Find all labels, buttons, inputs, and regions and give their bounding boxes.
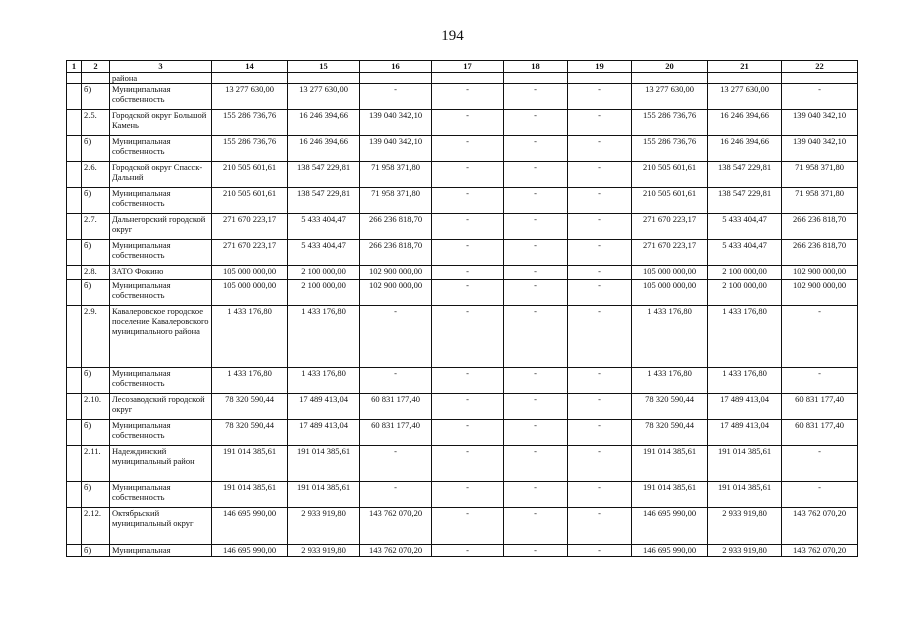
amount-cell-17: - xyxy=(432,420,504,446)
table-row xyxy=(67,368,858,394)
amount-cell-16: - xyxy=(360,84,432,110)
amount-cell-22: 60 831 177,40 xyxy=(782,394,858,420)
amount-cell-16: - xyxy=(360,368,432,394)
amount-cell-20: 191 014 385,61 xyxy=(632,482,708,508)
amount-cell-14 xyxy=(212,73,288,84)
amount-cell-19: - xyxy=(568,162,632,188)
amount-cell-22: 266 236 818,70 xyxy=(782,240,858,266)
table-row xyxy=(67,420,858,446)
amount-cell-18: - xyxy=(504,446,568,482)
amount-cell-20: 105 000 000,00 xyxy=(632,280,708,306)
table-row xyxy=(67,280,858,306)
row-index: б) xyxy=(82,482,110,508)
table-row xyxy=(67,482,858,508)
table-row xyxy=(67,214,858,240)
amount-cell-19: - xyxy=(568,266,632,280)
table-row xyxy=(67,266,858,280)
amount-cell-15: 17 489 413,04 xyxy=(288,394,360,420)
row-index xyxy=(82,73,110,84)
row-label: Муниципальная собственность xyxy=(110,482,212,508)
row-label: Муниципальная собственность xyxy=(110,84,212,110)
amount-cell-22: 71 958 371,80 xyxy=(782,162,858,188)
amount-cell-19: - xyxy=(568,545,632,557)
amount-cell-22: - xyxy=(782,446,858,482)
column-header: 21 xyxy=(708,61,782,73)
row-label: Муниципальная собственность xyxy=(110,240,212,266)
amount-cell-20: 210 505 601,61 xyxy=(632,188,708,214)
amount-cell-15: 16 246 394,66 xyxy=(288,110,360,136)
amount-cell-18: - xyxy=(504,394,568,420)
amount-cell-16: 102 900 000,00 xyxy=(360,280,432,306)
amount-cell-18: - xyxy=(504,420,568,446)
column-header: 19 xyxy=(568,61,632,73)
amount-cell-14: 146 695 990,00 xyxy=(212,508,288,545)
amount-cell-18: - xyxy=(504,240,568,266)
col1-cell xyxy=(67,188,82,214)
amount-cell-14: 271 670 223,17 xyxy=(212,240,288,266)
amount-cell-15: 2 933 919,80 xyxy=(288,545,360,557)
amount-cell-15 xyxy=(288,73,360,84)
col1-cell xyxy=(67,420,82,446)
table-row xyxy=(67,545,858,557)
amount-cell-18: - xyxy=(504,84,568,110)
amount-cell-15: 5 433 404,47 xyxy=(288,214,360,240)
amount-cell-17: - xyxy=(432,482,504,508)
row-index: 2.10. xyxy=(82,394,110,420)
amount-cell-17: - xyxy=(432,214,504,240)
amount-cell-17: - xyxy=(432,266,504,280)
amount-cell-14: 78 320 590,44 xyxy=(212,420,288,446)
amount-cell-17: - xyxy=(432,240,504,266)
amount-cell-18: - xyxy=(504,482,568,508)
amount-cell-17: - xyxy=(432,188,504,214)
amount-cell-22: 102 900 000,00 xyxy=(782,280,858,306)
amount-cell-19: - xyxy=(568,188,632,214)
col1-cell xyxy=(67,240,82,266)
amount-cell-14: 146 695 990,00 xyxy=(212,545,288,557)
amount-cell-19 xyxy=(568,73,632,84)
amount-cell-16: 139 040 342,10 xyxy=(360,136,432,162)
amount-cell-15: 13 277 630,00 xyxy=(288,84,360,110)
amount-cell-18: - xyxy=(504,214,568,240)
table-row xyxy=(67,84,858,110)
amount-cell-21 xyxy=(708,73,782,84)
amount-cell-20: 78 320 590,44 xyxy=(632,420,708,446)
row-index: 2.12. xyxy=(82,508,110,545)
amount-cell-21: 191 014 385,61 xyxy=(708,482,782,508)
amount-cell-22: 139 040 342,10 xyxy=(782,110,858,136)
amount-cell-20: 105 000 000,00 xyxy=(632,266,708,280)
amount-cell-21: 5 433 404,47 xyxy=(708,214,782,240)
amount-cell-22: 60 831 177,40 xyxy=(782,420,858,446)
amount-cell-16: - xyxy=(360,446,432,482)
col1-cell xyxy=(67,394,82,420)
table-row xyxy=(67,240,858,266)
amount-cell-19: - xyxy=(568,306,632,368)
row-label: Дальнегорский городской округ xyxy=(110,214,212,240)
amount-cell-22: 102 900 000,00 xyxy=(782,266,858,280)
amount-cell-22: 139 040 342,10 xyxy=(782,136,858,162)
amount-cell-19: - xyxy=(568,508,632,545)
table-row xyxy=(67,162,858,188)
row-index: 2.11. xyxy=(82,446,110,482)
table-row xyxy=(67,188,858,214)
row-label: Муниципальная собственность xyxy=(110,136,212,162)
amount-cell-17 xyxy=(432,73,504,84)
amount-cell-16: 60 831 177,40 xyxy=(360,394,432,420)
row-index: б) xyxy=(82,280,110,306)
amount-cell-22: 266 236 818,70 xyxy=(782,214,858,240)
amount-cell-16: 139 040 342,10 xyxy=(360,110,432,136)
amount-cell-21: 138 547 229,81 xyxy=(708,188,782,214)
amount-cell-17: - xyxy=(432,306,504,368)
amount-cell-19: - xyxy=(568,240,632,266)
table-row xyxy=(67,73,858,84)
col1-cell xyxy=(67,306,82,368)
table-row xyxy=(67,446,858,482)
amount-cell-20: 78 320 590,44 xyxy=(632,394,708,420)
row-label: Надеждинский муниципальный район xyxy=(110,446,212,482)
amount-cell-21: 2 933 919,80 xyxy=(708,545,782,557)
amount-cell-15: 16 246 394,66 xyxy=(288,136,360,162)
amount-cell-16: - xyxy=(360,482,432,508)
column-header: 1 xyxy=(67,61,82,73)
amount-cell-22: 143 762 070,20 xyxy=(782,545,858,557)
col1-cell xyxy=(67,482,82,508)
amount-cell-14: 105 000 000,00 xyxy=(212,266,288,280)
amount-cell-17: - xyxy=(432,280,504,306)
amount-cell-19: - xyxy=(568,394,632,420)
row-index: 2.9. xyxy=(82,306,110,368)
column-header: 22 xyxy=(782,61,858,73)
row-index: б) xyxy=(82,545,110,557)
amount-cell-15: 1 433 176,80 xyxy=(288,306,360,368)
row-label: Лесозаводский городской округ xyxy=(110,394,212,420)
amount-cell-17: - xyxy=(432,162,504,188)
row-label: Кавалеровское городское поселение Кавалеровского муниципального района xyxy=(110,306,212,368)
amount-cell-22: - xyxy=(782,84,858,110)
row-label: Городской округ Спасск-Дальний xyxy=(110,162,212,188)
row-index: б) xyxy=(82,136,110,162)
amount-cell-14: 210 505 601,61 xyxy=(212,188,288,214)
amount-cell-19: - xyxy=(568,368,632,394)
row-index: б) xyxy=(82,188,110,214)
amount-cell-21: 13 277 630,00 xyxy=(708,84,782,110)
amount-cell-14: 155 286 736,76 xyxy=(212,110,288,136)
amount-cell-21: 1 433 176,80 xyxy=(708,368,782,394)
table-row xyxy=(67,394,858,420)
amount-cell-16: - xyxy=(360,306,432,368)
amount-cell-17: - xyxy=(432,394,504,420)
amount-cell-15: 1 433 176,80 xyxy=(288,368,360,394)
amount-cell-14: 13 277 630,00 xyxy=(212,84,288,110)
row-index: 2.5. xyxy=(82,110,110,136)
column-header: 17 xyxy=(432,61,504,73)
amount-cell-18: - xyxy=(504,110,568,136)
row-label: ЗАТО Фокино xyxy=(110,266,212,280)
col1-cell xyxy=(67,214,82,240)
amount-cell-15: 2 933 919,80 xyxy=(288,508,360,545)
amount-cell-20: 271 670 223,17 xyxy=(632,240,708,266)
amount-cell-22: 71 958 371,80 xyxy=(782,188,858,214)
row-label: Муниципальная собственность xyxy=(110,368,212,394)
amount-cell-17: - xyxy=(432,84,504,110)
amount-cell-21: 16 246 394,66 xyxy=(708,136,782,162)
amount-cell-16: 266 236 818,70 xyxy=(360,214,432,240)
col1-cell xyxy=(67,368,82,394)
amount-cell-18: - xyxy=(504,545,568,557)
amount-cell-19: - xyxy=(568,110,632,136)
row-label: Городской округ Большой Камень xyxy=(110,110,212,136)
column-header: 15 xyxy=(288,61,360,73)
column-header: 18 xyxy=(504,61,568,73)
row-index: 2.7. xyxy=(82,214,110,240)
amount-cell-14: 1 433 176,80 xyxy=(212,368,288,394)
amount-cell-21: 16 246 394,66 xyxy=(708,110,782,136)
amount-cell-15: 2 100 000,00 xyxy=(288,266,360,280)
row-label: Муниципальная xyxy=(110,545,212,557)
table-row xyxy=(67,110,858,136)
amount-cell-17: - xyxy=(432,110,504,136)
col1-cell xyxy=(67,110,82,136)
amount-cell-14: 191 014 385,61 xyxy=(212,482,288,508)
amount-cell-20: 191 014 385,61 xyxy=(632,446,708,482)
amount-cell-20: 13 277 630,00 xyxy=(632,84,708,110)
amount-cell-21: 2 100 000,00 xyxy=(708,266,782,280)
amount-cell-20: 210 505 601,61 xyxy=(632,162,708,188)
amount-cell-15: 5 433 404,47 xyxy=(288,240,360,266)
amount-cell-19: - xyxy=(568,136,632,162)
amount-cell-18: - xyxy=(504,188,568,214)
amount-cell-22 xyxy=(782,73,858,84)
amount-cell-17: - xyxy=(432,446,504,482)
amount-cell-15: 138 547 229,81 xyxy=(288,188,360,214)
amount-cell-19: - xyxy=(568,446,632,482)
amount-cell-16: 71 958 371,80 xyxy=(360,188,432,214)
col1-cell xyxy=(67,280,82,306)
column-header: 16 xyxy=(360,61,432,73)
row-label: Муниципальная собственность xyxy=(110,420,212,446)
amount-cell-19: - xyxy=(568,280,632,306)
amount-cell-18: - xyxy=(504,280,568,306)
row-label: Октябрьский муниципальный округ xyxy=(110,508,212,545)
amount-cell-14: 105 000 000,00 xyxy=(212,280,288,306)
col1-cell xyxy=(67,136,82,162)
col1-cell xyxy=(67,508,82,545)
amount-cell-15: 2 100 000,00 xyxy=(288,280,360,306)
amount-cell-16: 143 762 070,20 xyxy=(360,545,432,557)
amount-cell-21: 17 489 413,04 xyxy=(708,394,782,420)
amount-cell-21: 5 433 404,47 xyxy=(708,240,782,266)
amount-cell-21: 17 489 413,04 xyxy=(708,420,782,446)
amount-cell-22: - xyxy=(782,368,858,394)
amount-cell-19: - xyxy=(568,482,632,508)
amount-cell-20: 1 433 176,80 xyxy=(632,368,708,394)
amount-cell-21: 138 547 229,81 xyxy=(708,162,782,188)
amount-cell-18: - xyxy=(504,508,568,545)
amount-cell-20 xyxy=(632,73,708,84)
header-row xyxy=(67,61,858,73)
amount-cell-15: 191 014 385,61 xyxy=(288,446,360,482)
row-index: б) xyxy=(82,84,110,110)
amount-cell-20: 146 695 990,00 xyxy=(632,545,708,557)
col1-cell xyxy=(67,545,82,557)
amount-cell-16: 266 236 818,70 xyxy=(360,240,432,266)
amount-cell-16 xyxy=(360,73,432,84)
amount-cell-15: 138 547 229,81 xyxy=(288,162,360,188)
amount-cell-19: - xyxy=(568,214,632,240)
amount-cell-20: 1 433 176,80 xyxy=(632,306,708,368)
amount-cell-22: - xyxy=(782,482,858,508)
row-index: б) xyxy=(82,420,110,446)
row-label: района xyxy=(110,73,212,84)
amount-cell-20: 146 695 990,00 xyxy=(632,508,708,545)
column-header: 2 xyxy=(82,61,110,73)
amount-cell-18: - xyxy=(504,368,568,394)
amount-cell-14: 210 505 601,61 xyxy=(212,162,288,188)
amount-cell-21: 1 433 176,80 xyxy=(708,306,782,368)
col1-cell xyxy=(67,73,82,84)
amount-cell-14: 1 433 176,80 xyxy=(212,306,288,368)
table-row xyxy=(67,136,858,162)
amount-cell-19: - xyxy=(568,84,632,110)
table-row xyxy=(67,306,858,368)
amount-cell-14: 271 670 223,17 xyxy=(212,214,288,240)
amount-cell-18: - xyxy=(504,162,568,188)
row-index: б) xyxy=(82,240,110,266)
row-index: б) xyxy=(82,368,110,394)
amount-cell-14: 191 014 385,61 xyxy=(212,446,288,482)
row-index: 2.6. xyxy=(82,162,110,188)
amount-cell-17: - xyxy=(432,508,504,545)
amount-cell-14: 78 320 590,44 xyxy=(212,394,288,420)
amount-cell-20: 155 286 736,76 xyxy=(632,136,708,162)
amount-cell-18: - xyxy=(504,266,568,280)
amount-cell-16: 143 762 070,20 xyxy=(360,508,432,545)
amount-cell-21: 2 100 000,00 xyxy=(708,280,782,306)
amount-cell-21: 2 933 919,80 xyxy=(708,508,782,545)
budget-table xyxy=(66,60,858,557)
amount-cell-16: 71 958 371,80 xyxy=(360,162,432,188)
row-label: Муниципальная собственность xyxy=(110,280,212,306)
table-row xyxy=(67,508,858,545)
amount-cell-22: - xyxy=(782,306,858,368)
col1-cell xyxy=(67,162,82,188)
col1-cell xyxy=(67,446,82,482)
amount-cell-21: 191 014 385,61 xyxy=(708,446,782,482)
amount-cell-17: - xyxy=(432,136,504,162)
column-header: 14 xyxy=(212,61,288,73)
amount-cell-16: 102 900 000,00 xyxy=(360,266,432,280)
amount-cell-15: 17 489 413,04 xyxy=(288,420,360,446)
amount-cell-14: 155 286 736,76 xyxy=(212,136,288,162)
column-header: 20 xyxy=(632,61,708,73)
amount-cell-20: 271 670 223,17 xyxy=(632,214,708,240)
row-label: Муниципальная собственность xyxy=(110,188,212,214)
amount-cell-19: - xyxy=(568,420,632,446)
page-number: 194 xyxy=(441,28,464,44)
row-index: 2.8. xyxy=(82,266,110,280)
amount-cell-16: 60 831 177,40 xyxy=(360,420,432,446)
amount-cell-15: 191 014 385,61 xyxy=(288,482,360,508)
amount-cell-18: - xyxy=(504,136,568,162)
amount-cell-17: - xyxy=(432,545,504,557)
column-header: 3 xyxy=(110,61,212,73)
amount-cell-22: 143 762 070,20 xyxy=(782,508,858,545)
col1-cell xyxy=(67,84,82,110)
col1-cell xyxy=(67,266,82,280)
amount-cell-17: - xyxy=(432,368,504,394)
amount-cell-18 xyxy=(504,73,568,84)
amount-cell-18: - xyxy=(504,306,568,368)
amount-cell-20: 155 286 736,76 xyxy=(632,110,708,136)
